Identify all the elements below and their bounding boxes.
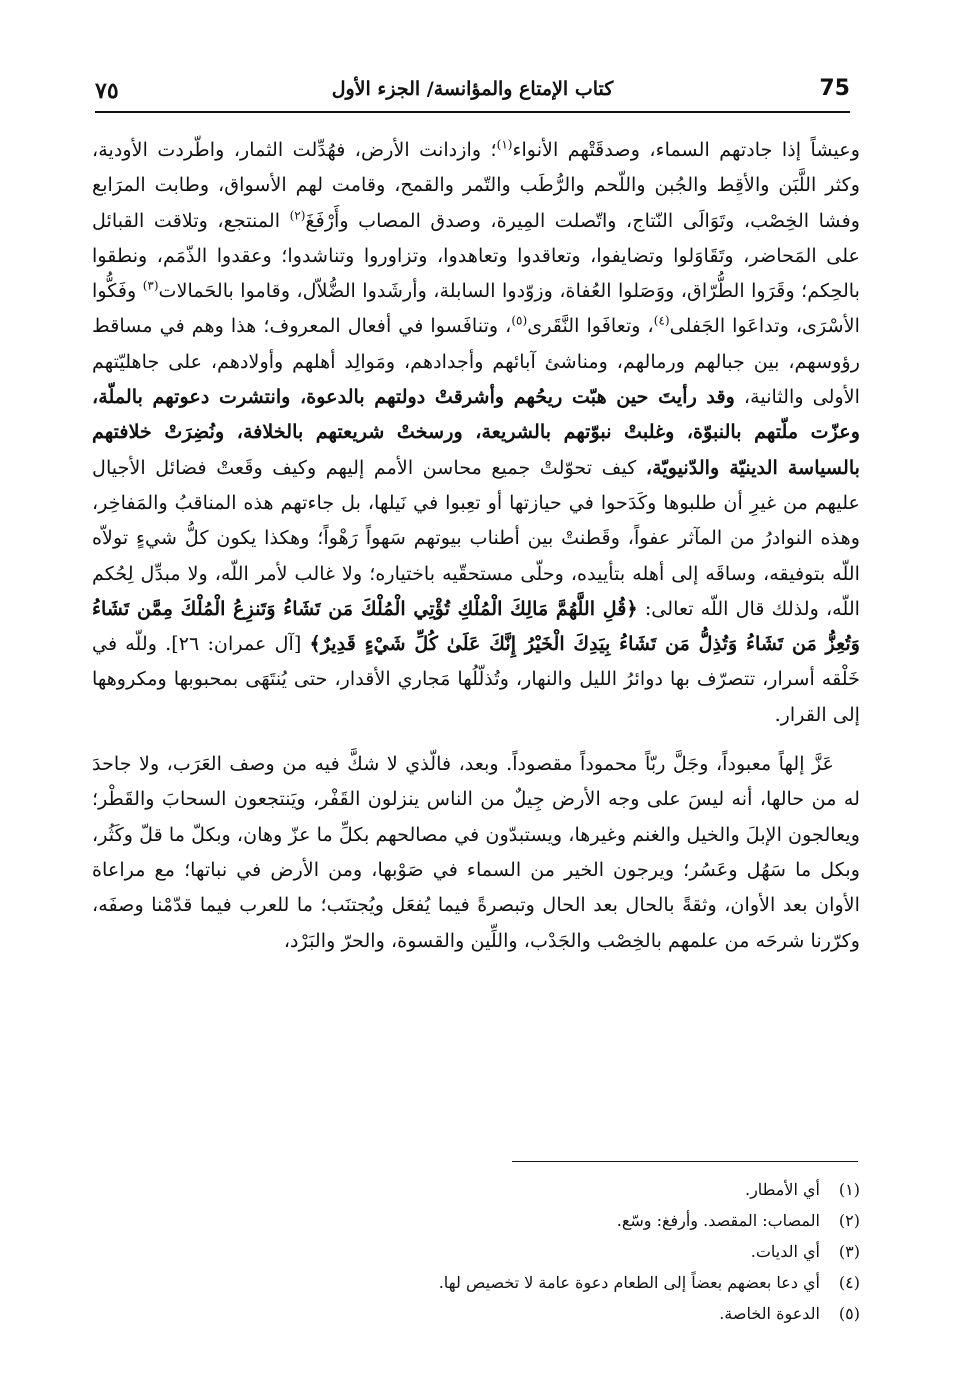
footnotes	[300, 1174, 860, 1329]
header-rule	[95, 111, 850, 113]
footnote-ref-3: (٣)	[142, 278, 159, 293]
footnote-5: (٥)الدعوة الخاصة.	[719, 1304, 860, 1323]
footnote-3: (٣)أي الديات.	[750, 1242, 860, 1261]
paragraph-2: عَزَّ إلهاً معبوداً، وجَلَّ ربّاً محموداً مقصوداً. وبعد، فالّذي لا شكَّ فيه من وصف العَرَب، ولا جاحدَ له من حالها، أنه ليسَ على وجه الأرض جِيلٌ من الناس ينزلون القَفْر، ويَنتجعون السحابَ والقَطْر؛ ويعالجون الإبلَ والخيل والغنم وغيرها، ويستبدّون في مصالحهم بكلِّ ما عزّ وهان، وبكلّ ما قلّ وكَثُر، وبكل ما سَهُل وعَسُر؛ ويرجون الخير من السماء في صَوْبها، ومن الأرض في نباتها؛ مع مراعاة الأوان بعد الأوان، وثقةً بالحال بعد الحال وتبصرةً فيما يُفعَل ويُجتنَب؛ ما للعرب فيما قدّمْنا وصفَه، وكرّرنا شرحَه من علمهم بالخِصْب والجَدْب، واللِّين والقسوة، والحرّ والبَرْد،	[92, 752, 861, 952]
page-header	[95, 70, 850, 110]
footnote-ref-4: (٤)	[653, 314, 670, 329]
footnote-rule	[512, 1161, 858, 1162]
page-number-arabic: ٧٥	[95, 78, 119, 104]
footnote-ref-2: (٢)	[289, 208, 306, 223]
running-title: كتاب الإمتاع والمؤانسة/ الجزء الأول	[331, 78, 614, 100]
footnote-ref-5: (٥)	[511, 314, 528, 329]
main-text	[92, 132, 860, 958]
footnote-2: (٢)المصاب: المقصد. وأرفغ: وسّع.	[616, 1211, 860, 1230]
page-number-latin: 75	[819, 76, 850, 101]
bold-passage: وقد رأيتَ حين هبّت ريحُهم وأشرقتْ دولتهم بالدعوة، وانتشرت دعوتهم بالملّة، وعزّت ملّتهم بالنبوّة، وغلبتْ نبوّتهم بالشريعة، ورسختْ شريعتهم بالخلافة، ونُضِرَتْ خلافتهم بالسياسة الدينيّة والدّنيويّة،	[92, 385, 861, 479]
quran-quote: ﴿قُلِ اللَّهُمَّ مَالِكَ الْمُلْكِ تُؤْتِي الْمُلْكَ مَن تَشَاءُ وَتَنزِعُ الْمُلْكَ مِمَّن تَشَاءُ وَتُعِزُّ مَن تَشَاءُ وَتُذِلُّ مَن تَشَاءُ بِيَدِكَ الْخَيْرُ إِنَّكَ عَلَىٰ كُلِّ شَيْءٍ قَدِيرٌ﴾	[92, 596, 861, 656]
footnote-4: (٤)أي دعا بعضهم بعضاً إلى الطعام دعوة عامة لا تخصيص لها.	[438, 1273, 860, 1292]
footnote-ref-1: (١)	[496, 137, 513, 152]
paragraph-1: وعيشاً إذا جادتهم السماء، وصدقَتْهم الأنواء$^{(١)}$؛ وازدانت الأرض، فهُدِّلت الثمار، واطّردت الأودية، وكثر اللَّبَن والأقِط والجُبن واللّحم والرُّطَب والتّمر والقمح، وقامت لهم الأسواق، وطابت المرَابع وفشا الخِصْب، وتَوَالَى النّتاج، واتّصلت المِيرة، وصدق المصاب وأَرْفَغَ$^{(٢)}$ المنتجع، وتلاقت القبائل على المَحاضر، وتَقَاوَلوا وتضايفوا، وتعاقدوا وتعاهدوا، وتزاوروا وتناشدوا؛ وعقدوا الذّمَم، ونطقوا بالحِكم؛ وقَرَوا الطُّرّاق، ووَصَلوا العُفاة، وزوّدوا السابلة، وأرشَدوا الضُّلاّل، وقاموا بالحَمالات$^{(٣)}$ وفَكُّوا الأسْرَى، وتداعَوا الجَفلى$^{(٤)}$، وتعافَوا النَّقَرى$^{(٥)}$، وتنافَسوا في أفعال المعروف؛ هذا وهم في مساقط رؤوسهم، بين جبالهم ورمالهم، ومناشئ آبائهم وأجدادهم، ومَوالِد أهلهم وأولادهم، على جاهليّتهم الأولى والثانية، وقد رأيتَ حين هبّت ريحُهم وأشرقتْ دولتهم بالدعوة، وانتشرت دعوتهم بالملّة، وعزّت ملّتهم بالنبوّة، وغلبتْ نبوّتهم بالشريعة، ورسختْ شريعتهم بالخلافة، ونُضِرَتْ خلافتهم بالسياسة الدينيّة والدّنيويّة، كيف تحوّلتْ جميع محاسن الأمم إليهم وكيف وقَعتْ فضائل الأجيال عليهم من غيرِ أن طلبوها وكَدَحوا في حيازتها أو تعِبوا في نَيلها، بل جاءتهم هذه المناقبُ والمَفاخِر، وهذه النوادرُ من المآثر عفواً، وقَطنتْ بين أطناب بيوتهم سَهواً رَهْواً؛ وهكذا يكون كلُّ شيءٍ تولاّه اللّه بتوفيقه، وساقَه إلى أهله بتأييده، وحلّى مستحقّيه باختياره؛ ولا غالب لأمر اللّه، ولا مبدِّل لِحُكم اللّه، ولذلك قال اللّه تعالى: ﴿قُلِ اللَّهُمَّ مَالِكَ الْمُلْكِ تُؤْتِي الْمُلْكَ مَن تَشَاءُ وَتَنزِعُ الْمُلْكَ مِمَّن تَشَاءُ وَتُعِزُّ مَن تَشَاءُ وَتُذِلُّ مَن تَشَاءُ بِيَدِكَ الْخَيْرُ إِنَّكَ عَلَىٰ كُلِّ شَيْءٍ قَدِيرٌ﴾ [آل عمران: ٢٦]. وللّه في خَلْقه أسرار، تتصرّف بها دوائرُ الليل والنهار، وتُذلّلُها مَجاري الأقدار، حتى يُنتَهَى بمحبوبها ومكروهها إلى القرار.	[92, 137, 861, 726]
footnote-1: (١)أي الأمطار.	[744, 1180, 860, 1199]
